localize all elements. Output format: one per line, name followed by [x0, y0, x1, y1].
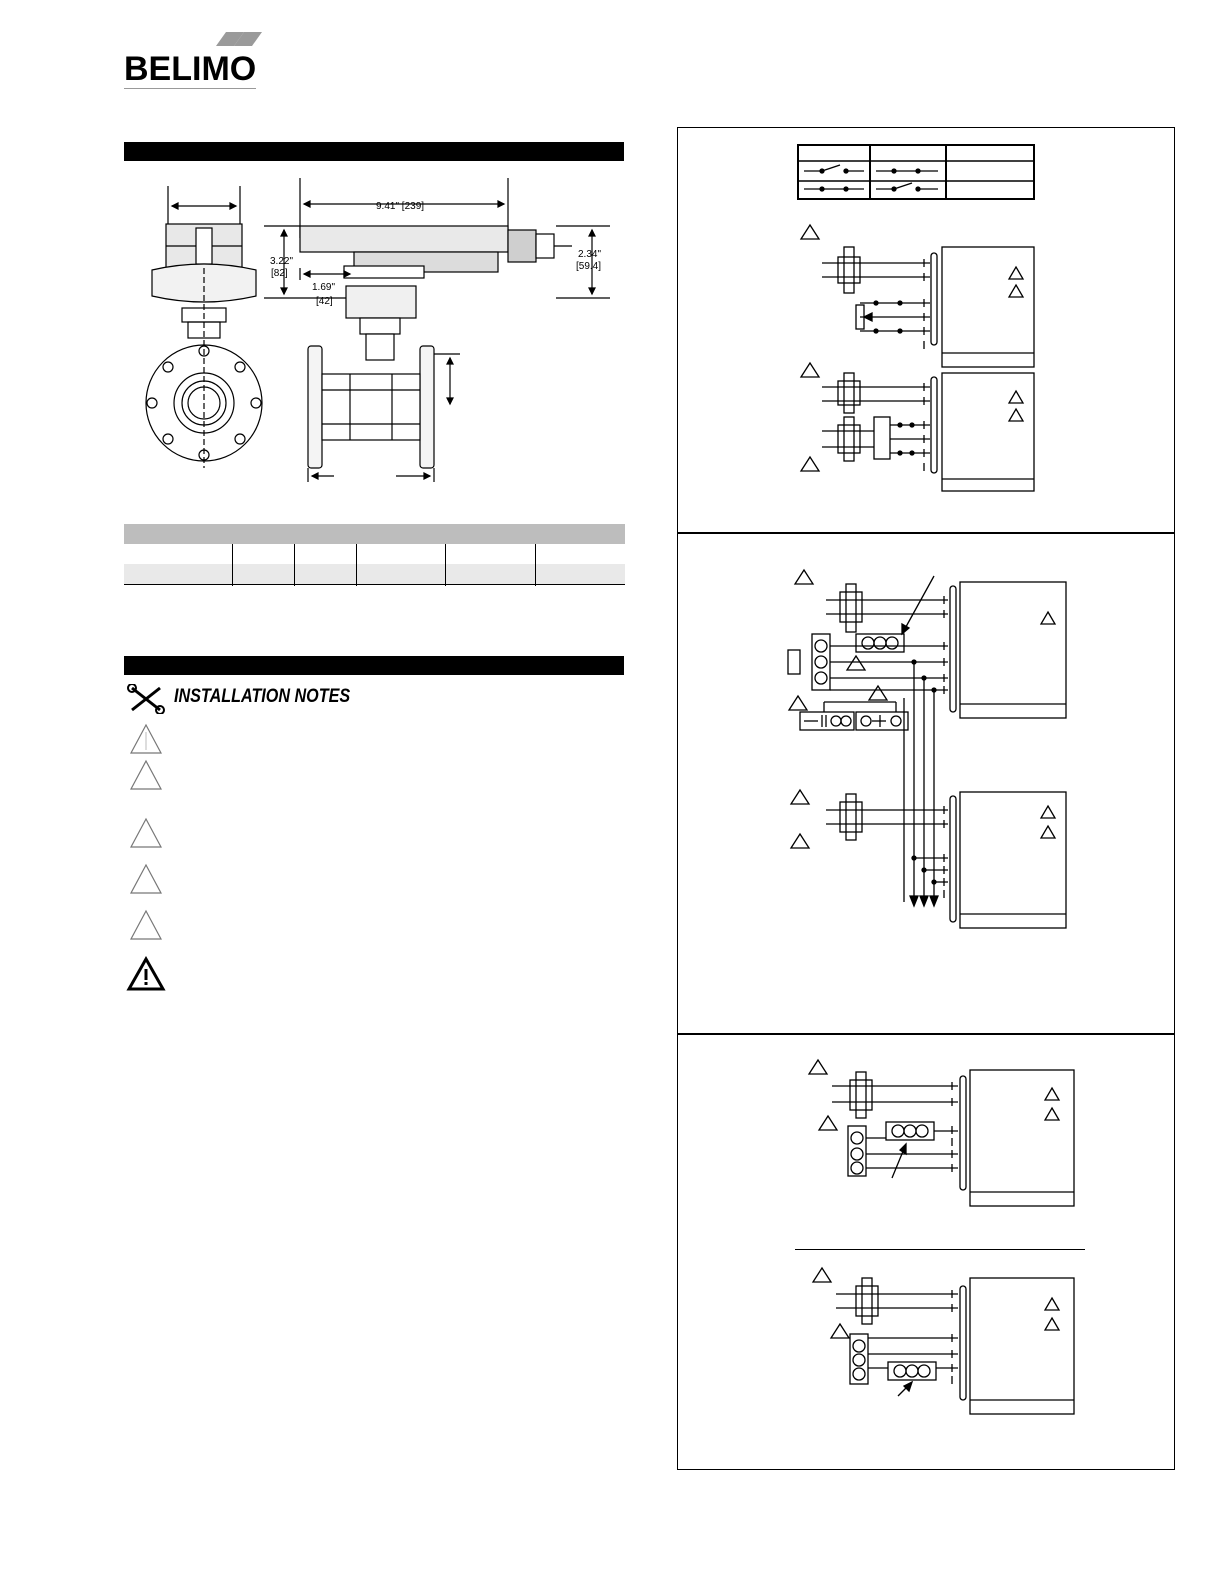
divider: [677, 532, 1175, 534]
note-triangle-icon: [128, 816, 164, 850]
note-triangle-icon: [128, 908, 164, 942]
tools-icon: [126, 684, 166, 714]
warning-icon: [126, 956, 166, 992]
dimension-drawing: [124, 168, 624, 488]
installation-notes-title: INSTALLATION NOTES: [174, 686, 351, 707]
divider: [677, 1033, 1175, 1035]
section-bar-installation: [124, 656, 624, 675]
table-row: [124, 564, 625, 585]
dim-offset: 1.69": [312, 282, 336, 293]
note-triangle-icon: [128, 862, 164, 896]
table-header: [124, 524, 625, 544]
belimo-logo: [124, 30, 264, 92]
dim-height-mm: [82]: [271, 268, 288, 279]
dimension-table: [124, 524, 625, 585]
section-bar-dimensions: [124, 142, 624, 161]
logo-text: BELIMO: [124, 50, 257, 88]
note-triangle-icon: [128, 722, 164, 756]
dim-offset-mm: [42]: [316, 296, 333, 307]
note-triangle-icon: [128, 758, 164, 792]
dim-height: 3.22": [270, 256, 294, 267]
wiring-diagram-1: [680, 135, 1172, 530]
wiring-diagram-2: [680, 538, 1172, 1030]
dim-depth: 2.34": [578, 249, 602, 260]
table-row: [124, 544, 625, 564]
dim-overall-length: 9.41" [239]: [376, 201, 425, 212]
wiring-diagram-3b: [680, 1258, 1172, 1463]
dim-depth-mm: [59.4]: [576, 261, 602, 272]
divider: [795, 1249, 1085, 1250]
wiring-diagram-3a: [680, 1040, 1172, 1245]
